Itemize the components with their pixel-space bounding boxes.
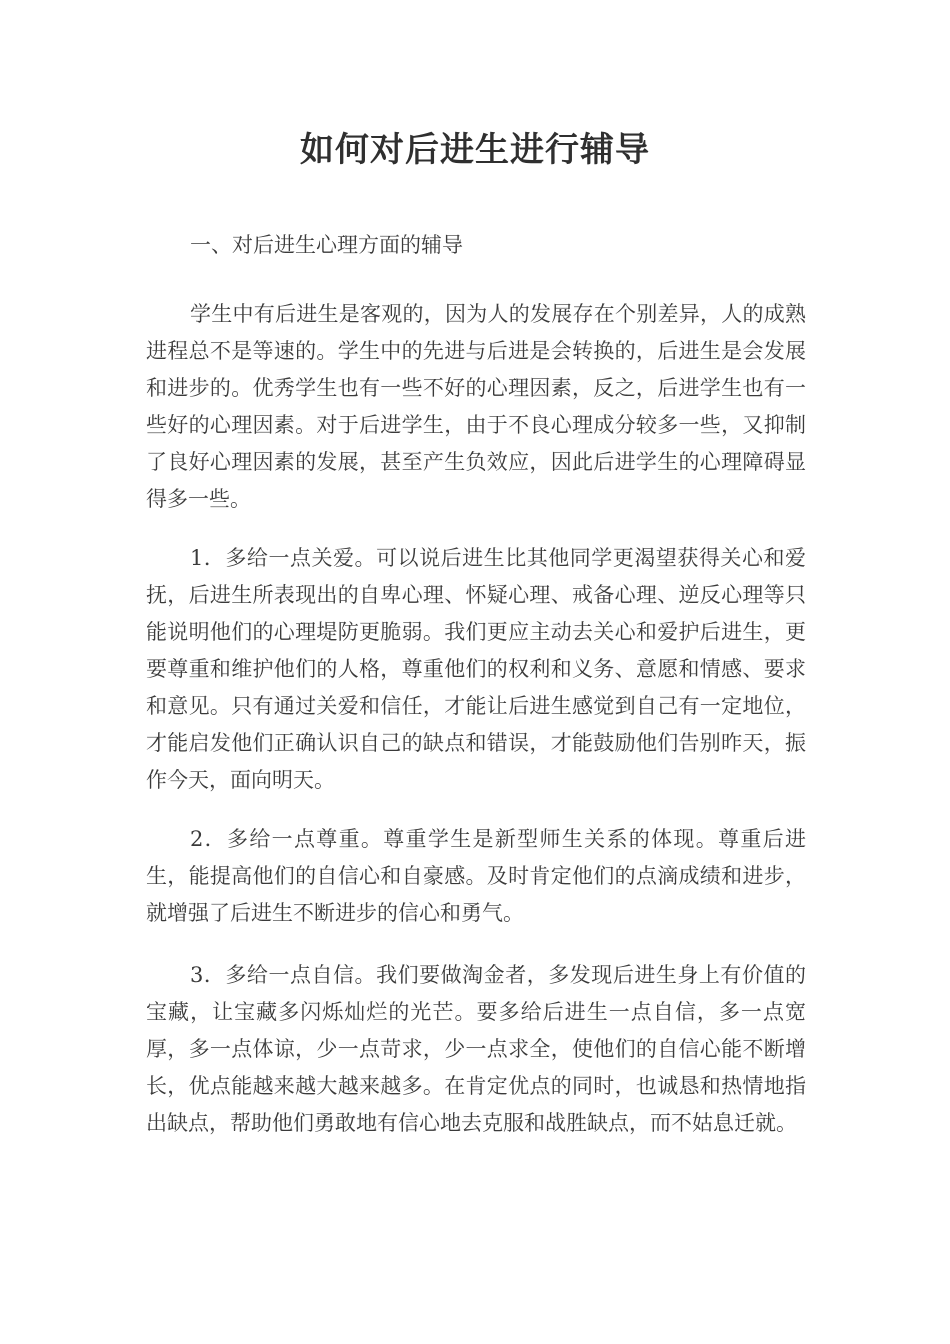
paragraph-confidence: 3．多给一点自信。我们要做淘金者，多发现后进生身上有价值的宝藏，让宝藏多闪烁灿烂的光芒。要多给后进生一点自信，多一点宽厚，多一点体谅，少一点苛求，少一点求全，使他们的自信心能不断增长，优点能越来越大越来越多。在肯定优点的同时，也诚恳和热情地指出缺点，帮助他们勇敢地有信心地去克服和战胜缺点，而不姑息迁就。: [146, 963, 806, 1135]
section-heading: 一、对后进生心理方面的辅导: [190, 233, 463, 257]
document-title: 如何对后进生进行辅导: [300, 130, 650, 170]
paragraph-intro: 学生中有后进生是客观的，因为人的发展存在个别差异，人的成熟进程总不是等速的。学生中的先进与后进是会转换的，后进生是会发展和进步的。优秀学生也有一些不好的心理因素，反之，后进学生也有一些好的心理因素。对于后进学生，由于不良心理成分较多一些，又抑制了良好心理因素的发展，甚至产生负效应，因此后进学生的心理障碍显得多一些。: [146, 302, 806, 511]
paragraph-care: 1．多给一点关爱。可以说后进生比其他同学更渴望获得关心和爱抚，后进生所表现出的自卑心理、怀疑心理、戒备心理、逆反心理等只能说明他们的心理堤防更脆弱。我们更应主动去关心和爱护后进生，更要尊重和维护他们的人格，尊重他们的权利和义务、意愿和情感、要求和意见。只有通过关爱和信任，才能让后进生感觉到自己有一定地位，才能启发他们正确认识自己的缺点和错误，才能鼓励他们告别昨天，振作今天，面向明天。: [146, 546, 806, 792]
paragraph-respect: 2．多给一点尊重。尊重学生是新型师生关系的体现。尊重后进生，能提高他们的自信心和自豪感。及时肯定他们的点滴成绩和进步，就增强了后进生不断进步的信心和勇气。: [146, 827, 806, 925]
